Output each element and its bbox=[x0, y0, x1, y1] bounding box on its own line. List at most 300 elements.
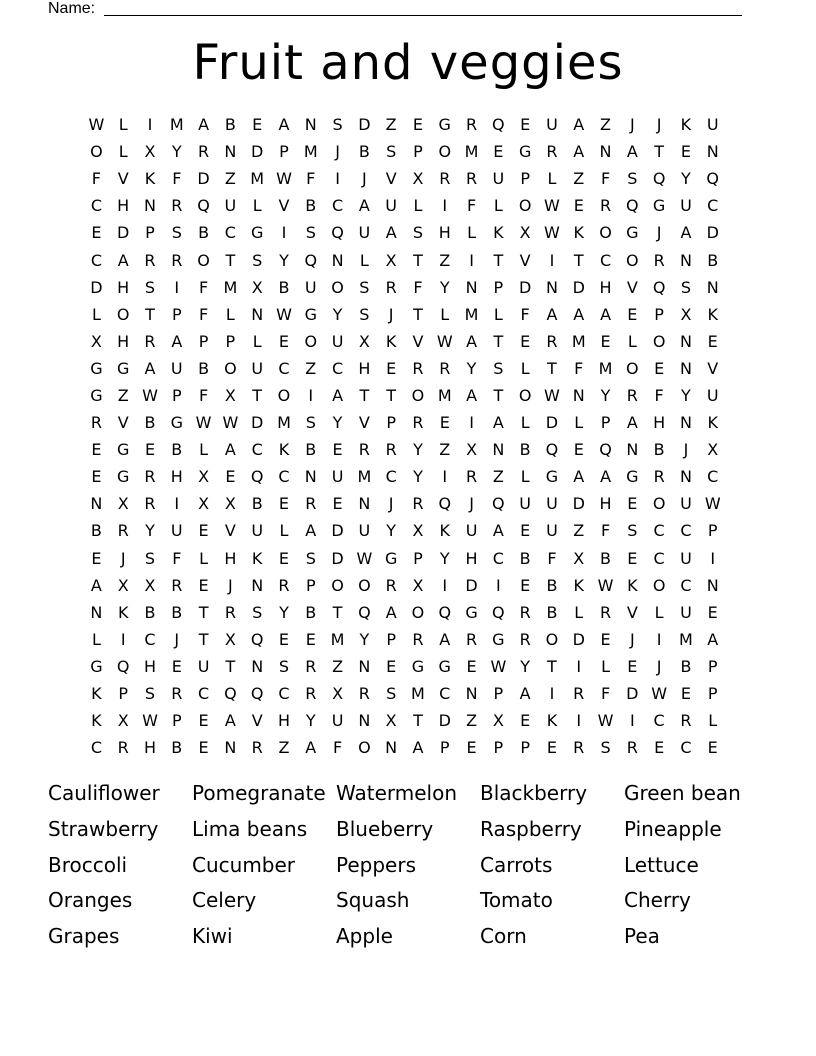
grid-letter: A bbox=[224, 440, 236, 460]
grid-letter: E bbox=[198, 738, 209, 758]
grid-letter: H bbox=[170, 467, 183, 487]
grid-letter: P bbox=[171, 304, 182, 324]
grid-letter: B bbox=[680, 656, 692, 676]
word-search-grid bbox=[83, 111, 726, 761]
grid-letter: R bbox=[90, 413, 102, 433]
grid-letter: U bbox=[331, 331, 344, 351]
grid-letter: O bbox=[358, 575, 371, 595]
grid-letter: F bbox=[198, 304, 209, 324]
grid-letter: N bbox=[304, 115, 317, 135]
grid-letter: F bbox=[332, 738, 343, 758]
grid-letter: S bbox=[305, 548, 316, 568]
grid-letter: D bbox=[251, 413, 264, 433]
grid-letter: S bbox=[305, 223, 316, 243]
word-bank-item: Carrots bbox=[480, 852, 553, 877]
grid-letter: K bbox=[627, 575, 638, 595]
grid-letter: Q bbox=[706, 169, 720, 189]
grid-letter: R bbox=[546, 142, 558, 162]
grid-letter: R bbox=[519, 602, 531, 622]
grid-letter: E bbox=[466, 656, 477, 676]
grid-letter: E bbox=[546, 738, 557, 758]
grid-letter: J bbox=[228, 575, 233, 595]
grid-letter: Q bbox=[545, 440, 559, 460]
grid-letter: S bbox=[252, 602, 263, 622]
grid-letter: Y bbox=[171, 142, 182, 162]
grid-letter: G bbox=[492, 629, 505, 649]
grid-letter: X bbox=[466, 440, 478, 460]
grid-letter: N bbox=[224, 738, 237, 758]
grid-letter: B bbox=[198, 223, 210, 243]
grid-letter: P bbox=[413, 548, 423, 568]
grid-letter: E bbox=[627, 494, 638, 514]
word-bank-item: Watermelon bbox=[336, 781, 458, 805]
grid-letter: P bbox=[171, 385, 182, 405]
grid-letter: D bbox=[331, 521, 344, 541]
grid-letter: Y bbox=[439, 277, 450, 297]
grid-letter: E bbox=[278, 331, 290, 351]
grid-letter: J bbox=[335, 142, 340, 162]
grid-letter: N bbox=[706, 277, 719, 297]
grid-letter: R bbox=[412, 629, 424, 649]
grid-letter: O bbox=[116, 304, 130, 324]
grid-letter: R bbox=[573, 684, 585, 704]
grid-letter: E bbox=[520, 575, 531, 595]
grid-letter: F bbox=[198, 277, 209, 297]
grid-letter: N bbox=[492, 440, 505, 460]
grid-letter: K bbox=[546, 711, 558, 731]
grid-letter: X bbox=[358, 331, 370, 351]
grid-letter: P bbox=[386, 629, 396, 649]
grid-letter: L bbox=[91, 304, 101, 324]
name-underline bbox=[104, 15, 742, 16]
grid-letter: M bbox=[411, 684, 425, 704]
grid-letter: J bbox=[656, 115, 662, 135]
grid-letter: L bbox=[440, 304, 450, 324]
grid-letter: R bbox=[144, 467, 156, 487]
grid-letter: A bbox=[546, 304, 558, 324]
grid-letter: D bbox=[438, 711, 451, 731]
grid-letter: M bbox=[330, 629, 345, 649]
grid-letter: T bbox=[225, 656, 236, 676]
grid-letter: Y bbox=[279, 250, 289, 270]
grid-letter: N bbox=[304, 467, 317, 487]
grid-letter: Y bbox=[413, 440, 423, 460]
grid-letter: S bbox=[386, 684, 397, 704]
grid-letter: O bbox=[652, 494, 666, 514]
grid-letter: Q bbox=[438, 602, 452, 622]
grid-letter: R bbox=[171, 250, 183, 270]
grid-letter: M bbox=[464, 142, 479, 162]
grid-letter: Y bbox=[439, 548, 450, 568]
grid-letter: X bbox=[332, 684, 344, 704]
grid-letter: E bbox=[198, 575, 209, 595]
grid-letter: T bbox=[145, 304, 155, 324]
word-bank-item: Celery bbox=[192, 888, 257, 913]
grid-letter: S bbox=[627, 169, 638, 189]
grid-letter: X bbox=[492, 711, 504, 731]
grid-letter: N bbox=[706, 575, 719, 595]
grid-letter: L bbox=[574, 413, 584, 433]
grid-letter: D bbox=[572, 494, 585, 514]
grid-letter: L bbox=[279, 521, 289, 541]
grid-letter: G bbox=[465, 602, 478, 622]
grid-letter: C bbox=[707, 196, 719, 216]
grid-letter: E bbox=[627, 656, 638, 676]
grid-letter: R bbox=[653, 250, 665, 270]
grid-letter: L bbox=[574, 602, 584, 622]
grid-letter: R bbox=[439, 169, 451, 189]
grid-letter: O bbox=[438, 142, 452, 162]
grid-letter: D bbox=[465, 575, 478, 595]
grid-letter: E bbox=[225, 467, 236, 487]
grid-letter: X bbox=[198, 494, 210, 514]
grid-letter: G bbox=[250, 223, 264, 243]
grid-letter: O bbox=[626, 250, 639, 270]
grid-letter: E bbox=[91, 548, 102, 568]
grid-letter: B bbox=[546, 602, 558, 622]
grid-letter: F bbox=[466, 196, 477, 216]
grid-letter: A bbox=[385, 223, 397, 243]
grid-letter: E bbox=[386, 358, 397, 378]
grid-letter: T bbox=[547, 656, 557, 676]
grid-letter: R bbox=[198, 142, 210, 162]
grid-letter: Z bbox=[439, 250, 451, 270]
grid-letter: T bbox=[386, 385, 397, 405]
grid-letter: R bbox=[465, 629, 478, 649]
grid-letter: O bbox=[599, 223, 612, 243]
grid-letter: A bbox=[278, 115, 290, 135]
grid-letter: C bbox=[439, 684, 451, 704]
grid-letter: W bbox=[88, 115, 105, 135]
grid-letter: E bbox=[493, 142, 504, 162]
word-bank-item: Raspberry bbox=[480, 816, 582, 841]
grid-letter: J bbox=[629, 115, 635, 135]
grid-letter: R bbox=[412, 413, 424, 433]
grid-letter: I bbox=[629, 711, 635, 731]
grid-letter: D bbox=[117, 223, 130, 243]
grid-letter: X bbox=[412, 521, 424, 541]
grid-letter: V bbox=[278, 196, 290, 216]
grid-letter: B bbox=[305, 440, 317, 460]
grid-letter: T bbox=[252, 385, 263, 405]
grid-letter: A bbox=[573, 467, 585, 487]
grid-letter: L bbox=[601, 656, 610, 676]
grid-letter: U bbox=[706, 115, 719, 135]
grid-letter: O bbox=[545, 629, 559, 649]
grid-letter: B bbox=[600, 548, 612, 568]
grid-letter: E bbox=[707, 602, 718, 622]
grid-letter: I bbox=[469, 413, 474, 433]
grid-letter: T bbox=[493, 385, 504, 405]
grid-letter: C bbox=[599, 250, 612, 270]
grid-letter: Q bbox=[492, 494, 505, 514]
grid-letter: Q bbox=[652, 277, 666, 297]
word-bank-item: Blackberry bbox=[480, 781, 588, 805]
grid-letter: I bbox=[281, 223, 287, 243]
grid-letter: V bbox=[117, 169, 129, 189]
grid-letter: F bbox=[654, 385, 664, 405]
grid-letter: N bbox=[599, 142, 612, 162]
grid-letter: C bbox=[278, 358, 290, 378]
grid-letter: A bbox=[224, 711, 236, 731]
grid-letter: P bbox=[305, 575, 316, 595]
grid-letter: M bbox=[598, 358, 613, 378]
grid-letter: U bbox=[680, 196, 692, 216]
grid-letter: H bbox=[599, 277, 612, 297]
grid-letter: M bbox=[437, 385, 452, 405]
grid-letter: N bbox=[251, 304, 264, 324]
grid-letter: E bbox=[91, 467, 102, 487]
grid-letter: A bbox=[466, 331, 478, 351]
grid-letter: A bbox=[305, 521, 317, 541]
grid-letter: X bbox=[251, 277, 263, 297]
grid-letter: S bbox=[680, 277, 691, 297]
grid-letter: P bbox=[600, 413, 611, 433]
grid-letter: L bbox=[708, 711, 718, 731]
grid-letter: C bbox=[331, 358, 344, 378]
grid-letter: V bbox=[412, 331, 424, 351]
grid-letter: N bbox=[572, 385, 585, 405]
grid-letter: M bbox=[277, 413, 291, 433]
grid-letter: W bbox=[544, 223, 560, 243]
grid-letter: S bbox=[252, 250, 263, 270]
grid-letter: A bbox=[171, 331, 183, 351]
grid-letter: D bbox=[706, 223, 719, 243]
grid-letter: N bbox=[358, 656, 371, 676]
grid-letter: E bbox=[627, 548, 638, 568]
grid-letter: T bbox=[198, 602, 209, 622]
grid-letter: S bbox=[627, 521, 638, 541]
grid-letter: O bbox=[518, 385, 532, 405]
grid-letter: O bbox=[304, 331, 318, 351]
grid-letter: J bbox=[656, 656, 662, 676]
grid-letter: Q bbox=[599, 440, 612, 460]
grid-letter: A bbox=[439, 629, 451, 649]
grid-letter: P bbox=[413, 142, 423, 162]
grid-letter: T bbox=[493, 250, 504, 270]
grid-letter: Z bbox=[332, 656, 344, 676]
grid-letter: T bbox=[547, 358, 557, 378]
grid-letter: N bbox=[251, 656, 264, 676]
grid-letter: R bbox=[385, 440, 397, 460]
grid-letter: H bbox=[117, 331, 130, 351]
grid-letter: K bbox=[91, 711, 102, 731]
grid-letter: D bbox=[545, 413, 559, 433]
grid-letter: D bbox=[358, 115, 371, 135]
grid-letter: P bbox=[493, 277, 504, 297]
word-bank-item: Oranges bbox=[48, 888, 133, 913]
grid-letter: A bbox=[626, 142, 638, 162]
grid-letter: R bbox=[117, 521, 129, 541]
grid-letter: T bbox=[198, 629, 209, 649]
grid-letter: Y bbox=[359, 629, 370, 649]
grid-letter: E bbox=[520, 331, 531, 351]
grid-letter: L bbox=[467, 223, 477, 243]
grid-letter: D bbox=[90, 277, 103, 297]
grid-letter: M bbox=[223, 277, 238, 297]
grid-letter: O bbox=[411, 385, 425, 405]
grid-letter: R bbox=[171, 575, 183, 595]
word-bank-item: Lettuce bbox=[624, 852, 699, 877]
grid-letter: O bbox=[331, 277, 344, 297]
grid-letter: K bbox=[385, 331, 397, 351]
grid-letter: Q bbox=[492, 115, 505, 135]
grid-letter: R bbox=[465, 115, 478, 135]
grid-letter: T bbox=[413, 711, 423, 731]
grid-letter: R bbox=[465, 467, 478, 487]
grid-letter: F bbox=[306, 169, 316, 189]
grid-letter: R bbox=[626, 738, 638, 758]
grid-letter: V bbox=[117, 413, 129, 433]
grid-letter: Q bbox=[331, 223, 344, 243]
grid-letter: J bbox=[683, 440, 689, 460]
grid-letter: E bbox=[680, 684, 691, 704]
grid-letter: A bbox=[573, 304, 585, 324]
grid-letter: W bbox=[276, 304, 292, 324]
grid-letter: L bbox=[520, 467, 530, 487]
grid-letter: L bbox=[252, 331, 262, 351]
word-bank-item: Grapes bbox=[48, 924, 120, 949]
grid-letter: P bbox=[493, 684, 504, 704]
grid-letter: H bbox=[143, 738, 156, 758]
grid-letter: C bbox=[144, 629, 156, 649]
grid-letter: E bbox=[144, 440, 156, 460]
grid-letter: X bbox=[385, 250, 397, 270]
grid-letter: R bbox=[144, 250, 156, 270]
grid-letter: P bbox=[707, 521, 718, 541]
word-bank-item: Lima beans bbox=[192, 816, 308, 841]
grid-letter: Y bbox=[681, 169, 691, 189]
grid-letter: B bbox=[653, 440, 665, 460]
grid-letter: T bbox=[413, 304, 423, 324]
grid-letter: K bbox=[707, 304, 718, 324]
grid-letter: A bbox=[492, 413, 504, 433]
grid-letter: E bbox=[412, 115, 424, 135]
grid-letter: U bbox=[170, 358, 183, 378]
grid-letter: Y bbox=[600, 385, 611, 405]
grid-letter: B bbox=[171, 738, 183, 758]
grid-letter: Q bbox=[626, 196, 639, 216]
grid-letter: R bbox=[305, 656, 317, 676]
grid-letter: U bbox=[492, 169, 505, 189]
grid-letter: U bbox=[546, 115, 558, 135]
grid-letter: I bbox=[549, 250, 555, 270]
grid-letter: J bbox=[362, 169, 367, 189]
grid-letter: R bbox=[626, 385, 638, 405]
grid-letter: D bbox=[518, 277, 532, 297]
grid-letter: U bbox=[251, 358, 264, 378]
grid-letter: O bbox=[197, 250, 210, 270]
grid-letter: P bbox=[118, 684, 129, 704]
grid-letter: M bbox=[169, 115, 184, 135]
grid-letter: W bbox=[222, 413, 239, 433]
word-bank-item: Squash bbox=[336, 888, 410, 913]
grid-letter: N bbox=[706, 142, 719, 162]
grid-letter: S bbox=[332, 115, 343, 135]
word-bank-item: Pomegranate bbox=[192, 781, 326, 805]
grid-letter: A bbox=[466, 385, 478, 405]
grid-letter: A bbox=[358, 196, 370, 216]
grid-letter: U bbox=[519, 494, 531, 514]
grid-letter: K bbox=[117, 602, 129, 622]
grid-letter: O bbox=[358, 738, 371, 758]
grid-letter: C bbox=[680, 738, 692, 758]
grid-letter: E bbox=[91, 440, 102, 460]
grid-letter: X bbox=[90, 331, 102, 351]
grid-letter: T bbox=[225, 250, 236, 270]
grid-letter: Q bbox=[492, 602, 505, 622]
grid-letter: I bbox=[576, 711, 582, 731]
grid-letter: R bbox=[358, 440, 370, 460]
word-bank-item: Peppers bbox=[336, 852, 416, 877]
grid-letter: A bbox=[412, 738, 424, 758]
grid-letter: X bbox=[573, 548, 585, 568]
grid-letter: Y bbox=[332, 304, 343, 324]
grid-letter: P bbox=[198, 331, 209, 351]
grid-letter: F bbox=[600, 521, 611, 541]
grid-letter: O bbox=[224, 358, 237, 378]
grid-letter: E bbox=[520, 711, 531, 731]
grid-letter: A bbox=[573, 142, 585, 162]
grid-letter: Q bbox=[438, 494, 452, 514]
grid-letter: L bbox=[520, 413, 530, 433]
grid-letter: A bbox=[680, 223, 692, 243]
grid-letter: U bbox=[358, 521, 371, 541]
grid-letter: W bbox=[142, 385, 158, 405]
grid-letter: C bbox=[680, 575, 692, 595]
grid-letter: H bbox=[653, 413, 666, 433]
grid-letter: F bbox=[520, 304, 530, 324]
word-bank-item: Cherry bbox=[624, 888, 691, 913]
grid-letter: C bbox=[385, 467, 397, 487]
grid-letter: N bbox=[679, 467, 692, 487]
grid-letter: I bbox=[656, 629, 662, 649]
grid-letter: K bbox=[573, 575, 584, 595]
grid-letter: D bbox=[572, 277, 585, 297]
grid-letter: S bbox=[144, 548, 156, 568]
grid-letter: S bbox=[600, 738, 611, 758]
grid-letter: Z bbox=[466, 711, 478, 731]
grid-letter: P bbox=[520, 738, 530, 758]
grid-letter: O bbox=[626, 358, 639, 378]
grid-letter: X bbox=[519, 223, 531, 243]
grid-letter: A bbox=[198, 115, 210, 135]
grid-letter: L bbox=[225, 304, 235, 324]
grid-letter: G bbox=[90, 385, 103, 405]
grid-letter: U bbox=[680, 494, 692, 514]
grid-letter: R bbox=[278, 575, 290, 595]
grid-letter: B bbox=[198, 358, 210, 378]
grid-letter: C bbox=[90, 738, 102, 758]
word-bank-item: Tomato bbox=[480, 888, 553, 913]
grid-letter: S bbox=[144, 684, 156, 704]
grid-letter: C bbox=[707, 467, 719, 487]
grid-letter: A bbox=[573, 115, 585, 135]
grid-letter: C bbox=[492, 548, 504, 568]
grid-letter: E bbox=[654, 738, 665, 758]
grid-letter: A bbox=[519, 684, 531, 704]
grid-letter: R bbox=[412, 358, 424, 378]
word-bank-item: Blueberry bbox=[336, 816, 434, 841]
grid-letter: I bbox=[495, 575, 501, 595]
grid-letter: Q bbox=[250, 629, 264, 649]
grid-letter: W bbox=[490, 656, 507, 676]
grid-letter: Q bbox=[652, 169, 666, 189]
grid-letter: B bbox=[278, 277, 290, 297]
grid-letter: Q bbox=[358, 602, 371, 622]
grid-letter: R bbox=[144, 331, 156, 351]
grid-letter: F bbox=[600, 684, 611, 704]
